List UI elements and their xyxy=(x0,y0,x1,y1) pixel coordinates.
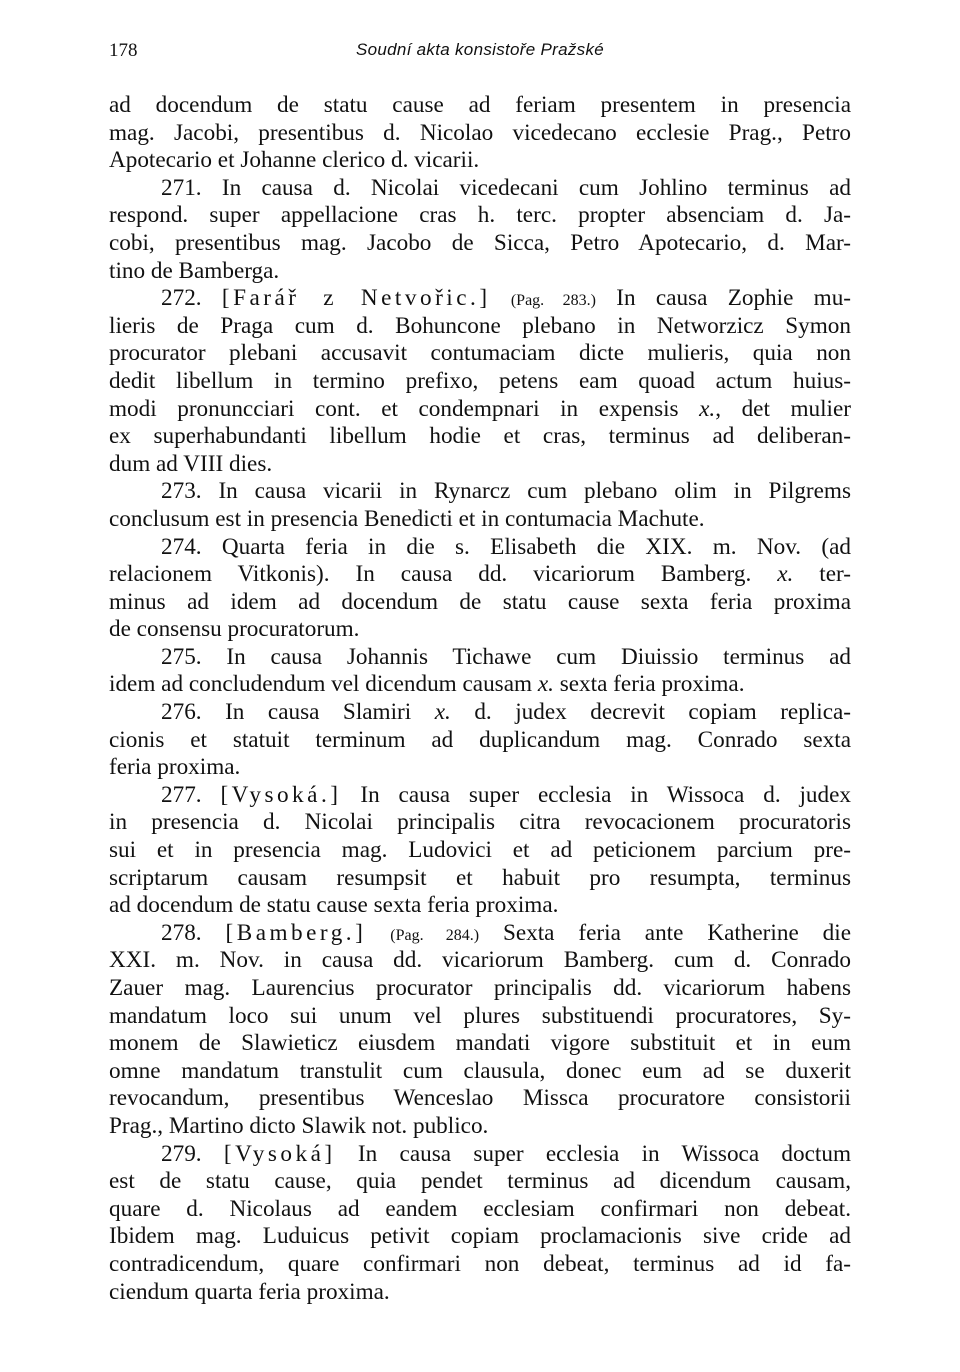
section-heading: [Vysoká] xyxy=(223,1140,336,1167)
text-line: 273. In causa vicarii in Rynarcz cum plebano olim in Pilgrems xyxy=(161,478,851,505)
text-segment: In causa super ecclesia in Wissoca d. judex xyxy=(341,781,851,808)
text-segment: modi pronuncciari cont. et condempnari in expensis xyxy=(109,395,700,422)
text-line: dedit libellum in termino prefixo, petens eam quoad actum huius- xyxy=(109,367,851,394)
page-reference: (Pag. 284.) xyxy=(390,926,480,944)
text-line: minus ad idem ad docendum de statu cause sexta feria proxima xyxy=(109,588,851,615)
text-segment: d. judex decrevit copiam replica- xyxy=(450,699,851,726)
text-segment: 279. xyxy=(161,1140,224,1167)
text-segment: x. xyxy=(434,699,451,726)
text-line: procurator plebani accusavit contumaciam dicte mulieris, quia non xyxy=(109,340,851,367)
text-segment: x. xyxy=(777,561,794,588)
text-segment: ter- xyxy=(793,561,851,588)
text-line: ex superhabundanti libellum hodie et cras, terminus ad deliberan- xyxy=(109,423,851,450)
text-line: mag. Jacobi, presentibus d. Nicolao vicedecano ecclesie Prag., Petro xyxy=(109,119,851,146)
text-line: ad docendum de statu cause sexta feria proxima. xyxy=(109,892,559,919)
text-segment: idem ad concludendum vel dicendum causam xyxy=(109,671,538,698)
text-segment: sexta feria proxima. xyxy=(553,671,745,698)
text-line: Apotecario et Johanne clerico d. vicarii. xyxy=(109,147,480,174)
text-line: monem de Slawieticz eiusdem mandati vigore substituit et in eum xyxy=(109,1030,851,1057)
text-line: sui et in presencia mag. Ludovici et ad peticionem parcium pre- xyxy=(109,837,851,864)
text-line: cionis et statuit terminum ad duplicandum mag. Conrado sexta xyxy=(109,726,851,753)
section-heading: [Bamberg.] xyxy=(225,919,367,946)
text-line xyxy=(109,396,851,424)
section-heading: [Farář z Netvořic.] xyxy=(221,285,491,312)
text-segment: relacionem Vitkonis). In causa dd. vicariorum Bamberg. xyxy=(109,561,778,588)
text-line: feria proxima. xyxy=(109,754,241,781)
text-line xyxy=(109,1141,851,1169)
text-line xyxy=(109,561,851,589)
text-line: 275. In causa Johannis Tichawe cum Diuissio terminus ad xyxy=(161,643,851,670)
text-line: cobi, presentibus mag. Jacobo de Sicca, Petro Apotecario, d. Mar- xyxy=(109,229,851,256)
text-line: lieris de Praga cum d. Bohuncone plebano in Networzicz Symon xyxy=(109,312,851,339)
text-line xyxy=(109,920,851,948)
text-line: omne mandatum transtulit cum clausula, donec eum ad se duxerit xyxy=(109,1057,851,1084)
text-line: quare d. Nicolaus ad eandem ecclesiam confirmari non debeat. xyxy=(109,1195,851,1222)
page-reference: (Pag. 283.) xyxy=(510,292,596,310)
text-line: ad docendum de statu cause ad feriam presentem in presencia xyxy=(109,92,851,118)
text-line: tino de Bamberga. xyxy=(109,257,280,284)
text-segment: , det mulier xyxy=(715,395,851,422)
text-line: conclusum est in presencia Benedicti et in contumacia Machute. xyxy=(109,505,705,532)
text-line: mandatum loco sui unum vel plures substituendi procuratores, Sy- xyxy=(109,1002,851,1029)
text-line: Zauer mag. Laurencius procurator principalis dd. vicariorum habens xyxy=(109,975,851,1001)
text-segment xyxy=(491,285,511,311)
text-segment: x. xyxy=(699,395,716,422)
text-segment: In causa Zophie mu- xyxy=(596,285,852,312)
document-body xyxy=(109,92,851,1306)
page-number: 178 xyxy=(109,40,138,61)
text-line: in presencia d. Nicolai principalis citra revocacionem procuratoris xyxy=(109,809,851,836)
text-line xyxy=(109,782,851,810)
running-title: Soudní akta konsistoře Pražské xyxy=(355,40,605,59)
text-line: scriptarum causam resumpsit et habuit pro resumpta, terminus xyxy=(109,864,851,891)
text-line: Prag., Martino dicto Slawik not. publico. xyxy=(109,1112,489,1139)
text-line xyxy=(109,285,851,313)
text-line: 271. In causa d. Nicolai vicedecani cum Johlino terminus ad xyxy=(161,174,851,201)
text-line: Ibidem mag. Luduicus petivit copiam proclamacionis sive cride ad xyxy=(109,1223,851,1250)
text-segment: x. xyxy=(537,671,554,698)
text-line: XXI. m. Nov. in causa dd. vicariorum Bamberg. cum d. Conrado xyxy=(109,947,851,974)
text-line: ciendum quarta feria proxima. xyxy=(109,1278,390,1305)
text-line: contradicendum, quare confirmari non debeat, terminus ad id fa- xyxy=(109,1250,851,1277)
text-line xyxy=(109,671,851,699)
text-segment: 278. xyxy=(161,919,226,946)
text-line: respond. super appellacione cras h. terc. propter absenciam d. Ja- xyxy=(109,202,851,229)
text-segment xyxy=(366,920,390,946)
text-line: est de statu cause, quia pendet terminus ad dicendum causam, xyxy=(109,1168,851,1195)
text-line: 274. Quarta feria in die s. Elisabeth die XIX. m. Nov. (ad xyxy=(161,533,851,560)
text-segment: Sexta feria ante Katherine die xyxy=(479,919,851,946)
text-line xyxy=(109,699,851,727)
text-segment: In causa super ecclesia in Wissoca doctum xyxy=(335,1140,851,1167)
text-segment: 277. xyxy=(161,781,221,808)
text-segment: 276. In causa Slamiri xyxy=(161,699,435,726)
text-line: revocandum, presentibus Wenceslao Missca procuratore consistorii xyxy=(109,1085,851,1112)
page-header xyxy=(109,40,851,70)
text-line: dum ad VIII dies. xyxy=(109,450,273,477)
text-segment: 272. xyxy=(161,285,222,312)
section-heading: [Vysoká.] xyxy=(220,781,342,808)
text-line: de consensu procuratorum. xyxy=(109,616,360,643)
